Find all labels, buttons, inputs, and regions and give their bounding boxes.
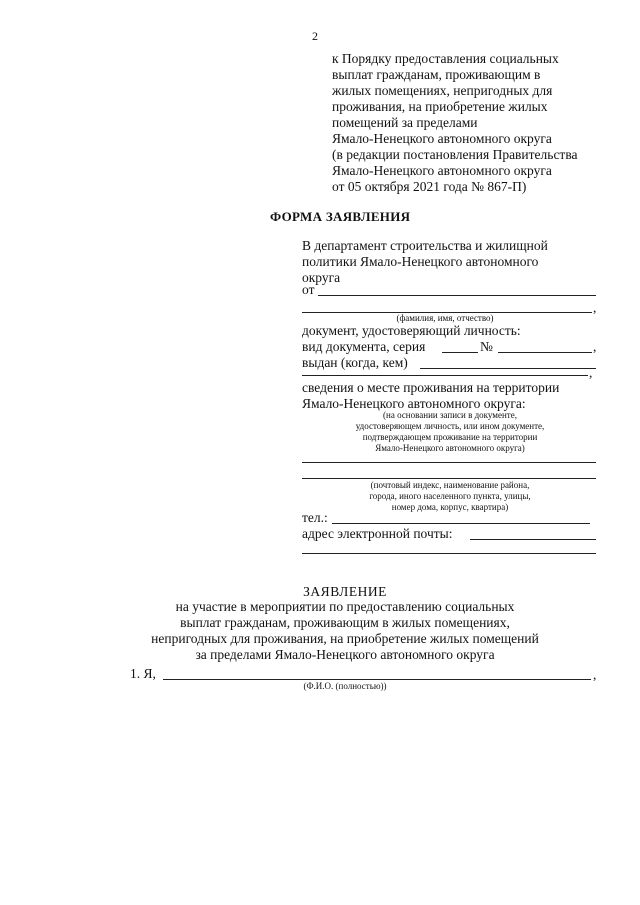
appendix-line: выплат гражданам, проживающим в bbox=[332, 67, 541, 82]
email-line-2 bbox=[302, 553, 596, 554]
residence-line-1 bbox=[302, 462, 596, 463]
doc-type-label: вид документа, серия bbox=[302, 339, 426, 354]
id-doc-label: документ, удостоверяющий личность: bbox=[302, 323, 521, 338]
phone-line bbox=[332, 523, 590, 524]
statement-line: выплат гражданам, проживающим в жилых помещениях, bbox=[180, 615, 510, 630]
item1-hint: (Ф.И.О. (полностью)) bbox=[303, 681, 387, 691]
doc-number-line bbox=[498, 352, 592, 353]
appendix-line: Ямало-Ненецкого автономного округа bbox=[332, 163, 552, 178]
residence-line: Ямало-Ненецкого автономного округа: bbox=[302, 396, 526, 411]
from-label: от bbox=[302, 282, 315, 297]
appendix-line: проживания, на приобретение жилых bbox=[332, 99, 548, 114]
fio-hint: (фамилия, имя, отчество) bbox=[396, 313, 494, 323]
statement-line: на участие в мероприятии по предоставлению социальных bbox=[175, 599, 515, 614]
residence-hint-line: удостоверяющем личность, или ином документе, bbox=[355, 421, 545, 431]
address-hint-line: города, иного населенного пункта, улицы, bbox=[369, 491, 531, 501]
appendix-line: к Порядку предоставления социальных bbox=[332, 51, 559, 66]
email-label: адрес электронной почты: bbox=[302, 526, 453, 541]
item1-label: 1. Я, bbox=[130, 666, 156, 681]
phone-label: тел.: bbox=[302, 510, 328, 525]
appendix-line: (в редакции постановления Правительства bbox=[332, 147, 578, 162]
addressee-line: округа bbox=[302, 270, 341, 285]
residence-line-2 bbox=[302, 478, 596, 479]
appendix-line: жилых помещениях, непригодных для bbox=[332, 83, 553, 98]
from-line bbox=[318, 295, 596, 296]
issued-line-2 bbox=[302, 375, 588, 376]
addressee-line: В департамент строительства и жилищной bbox=[302, 238, 548, 253]
doc-comma: , bbox=[593, 339, 597, 354]
appendix-line: от 05 октября 2021 года № 867-П) bbox=[332, 179, 527, 194]
statement-line: за пределами Ямало-Ненецкого автономного округа bbox=[195, 647, 495, 662]
appendix-line: помещений за пределами bbox=[332, 115, 478, 130]
residence-line: сведения о месте проживания на территории bbox=[302, 380, 560, 395]
item1-comma: , bbox=[593, 667, 597, 682]
fio-comma: , bbox=[593, 300, 597, 315]
page-number: 2 bbox=[312, 29, 318, 43]
item1-line bbox=[163, 679, 591, 680]
residence-hint-line: (на основании записи в документе, bbox=[383, 410, 517, 420]
doc-series-line bbox=[442, 352, 478, 353]
statement-line: непригодных для проживания, на приобретение жилых помещений bbox=[151, 631, 539, 646]
issued-label: выдан (когда, кем) bbox=[302, 355, 408, 370]
residence-hint-line: Ямало-Ненецкого автономного округа) bbox=[375, 443, 525, 453]
issued-line bbox=[420, 368, 596, 369]
email-line bbox=[470, 539, 596, 540]
address-hint-line: номер дома, корпус, квартира) bbox=[391, 502, 509, 512]
appendix-line: Ямало-Ненецкого автономного округа bbox=[332, 131, 552, 146]
issued-comma: , bbox=[589, 365, 593, 380]
number-sign: № bbox=[480, 339, 493, 354]
form-title: ФОРМА ЗАЯВЛЕНИЯ bbox=[270, 209, 411, 224]
addressee-line: политики Ямало-Ненецкого автономного bbox=[302, 254, 539, 269]
address-hint-line: (почтовый индекс, наименование района, bbox=[370, 480, 530, 490]
statement-title: ЗАЯВЛЕНИЕ bbox=[303, 584, 387, 599]
residence-hint-line: подтверждающем проживание на территории bbox=[362, 432, 538, 442]
